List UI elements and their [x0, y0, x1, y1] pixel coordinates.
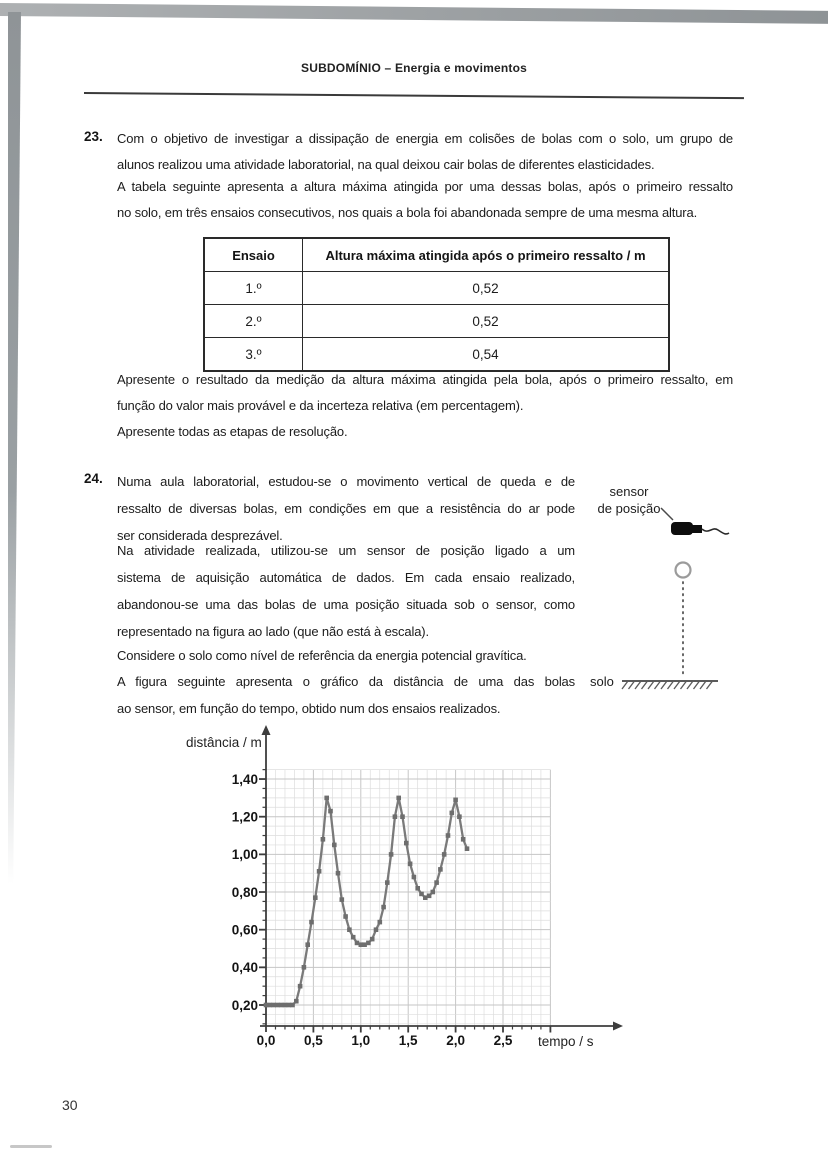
ground-hatch	[622, 681, 718, 689]
apparatus-figure	[575, 470, 760, 698]
data-point-marker	[313, 895, 318, 900]
table-cell: 0,52	[303, 272, 670, 305]
ball-icon	[676, 563, 691, 578]
text-line: A tabela seguinte apresenta a altura máxima atingida por uma dessas bolas, após o primeiro ressalto	[117, 179, 733, 194]
text-line: Numa aula laboratorial, estudou-se o movimento vertical de queda e de	[117, 474, 575, 489]
text-line: ressalto de diversas bolas, em condições em que a resistência do ar pode	[117, 501, 575, 516]
text-line: Apresente o resultado da medição da altura máxima atingida pela bola, após o primeiro ressalto, em	[117, 372, 733, 387]
question-24-number: 24.	[84, 471, 103, 486]
y-tick-label: 1,20	[231, 809, 258, 825]
data-point-marker	[305, 942, 310, 947]
data-point-marker	[340, 897, 345, 902]
data-point-marker	[374, 927, 379, 932]
table-cell: 1.º	[204, 272, 303, 305]
data-point-marker	[332, 843, 337, 848]
x-axis-title: tempo / s	[538, 1034, 594, 1049]
data-point-marker	[393, 814, 398, 819]
q24-paragraph-4	[117, 668, 575, 722]
data-point-marker	[294, 999, 299, 1004]
text-line: ser considerada desprezável.	[117, 528, 283, 543]
x-tick-label: 2,5	[493, 1033, 513, 1048]
data-point-marker	[370, 937, 375, 942]
data-point-marker	[457, 814, 462, 819]
scan-left-edge	[8, 12, 21, 884]
text-line: no solo, em três ensaios consecutivos, nos quais a bola foi abandonada sempre de uma mesma altura.	[117, 205, 698, 220]
x-tick-label: 1,5	[398, 1033, 418, 1048]
text-line: representado na figura ao lado (que não está à escala).	[117, 624, 429, 639]
x-tick-label: 0,5	[304, 1033, 323, 1048]
data-point-marker	[453, 798, 458, 803]
results-table	[203, 237, 670, 372]
data-point-marker	[317, 869, 322, 874]
text-line: alunos realizou uma atividade laboratorial, na qual deixou cair bolas de diferentes elasticidades.	[117, 157, 655, 172]
q23-paragraph-2	[117, 174, 733, 226]
data-point-marker	[408, 862, 413, 867]
text-line: sistema de aquisição automática de dados. Em cada ensaio realizado,	[117, 570, 575, 585]
data-point-marker	[302, 965, 307, 970]
data-point-marker	[378, 920, 383, 925]
table-row	[204, 338, 669, 372]
x-tick-label: 2,0	[446, 1033, 465, 1048]
text-line: ao sensor, em função do tempo, obtido num dos ensaios realizados.	[117, 701, 501, 716]
data-point-marker	[461, 837, 466, 842]
table-row	[204, 305, 669, 338]
sensor-label-line2: de posição	[597, 501, 661, 516]
header-rule	[84, 92, 744, 99]
position-sensor-icon	[671, 522, 729, 535]
table-cell: 0,52	[303, 305, 670, 338]
text-line: Considere o solo como nível de referência da energia potencial gravítica.	[117, 648, 527, 663]
q24-paragraph-2	[117, 537, 575, 645]
data-point-marker	[298, 984, 303, 989]
scan-top-bar	[0, 3, 828, 24]
x-tick-label: 0,0	[256, 1033, 276, 1048]
y-tick-label: 0,20	[231, 997, 258, 1013]
x-tick-label: 1,0	[351, 1033, 371, 1048]
table-header-cell: Ensaio	[204, 238, 303, 272]
text-line: abandonou-se uma das bolas de uma posição situada sob o sensor, como	[117, 597, 575, 612]
y-tick-label: 1,00	[231, 847, 258, 863]
y-tick-label: 0,60	[231, 922, 258, 938]
x-axis-arrow	[613, 1022, 623, 1031]
table-body	[204, 272, 669, 372]
y-axis-arrow	[262, 725, 271, 735]
data-point-marker	[431, 890, 436, 895]
data-point-marker	[328, 809, 333, 814]
data-point-marker	[324, 796, 329, 801]
data-point-marker	[438, 867, 443, 872]
data-point-marker	[442, 852, 447, 857]
text-line: Na atividade realizada, utilizou-se um sensor de posição ligado a um	[117, 543, 575, 558]
table-header-row	[204, 238, 669, 272]
page-header-title: SUBDOMÍNIO – Energia e movimentos	[301, 61, 527, 75]
data-point-marker	[343, 914, 348, 919]
q24-paragraph-3	[117, 642, 575, 669]
question-23-number: 23.	[84, 129, 103, 144]
data-point-marker	[400, 814, 405, 819]
sensor-label-line1: sensor	[609, 484, 649, 499]
data-point-marker	[465, 846, 470, 851]
table-row	[204, 272, 669, 305]
y-axis-title: distância / m	[186, 735, 262, 750]
y-tick-label: 0,80	[231, 884, 258, 900]
ground-label: solo	[590, 674, 614, 689]
distance-time-chart	[170, 722, 640, 1070]
data-point-marker	[389, 852, 394, 857]
page-number: 30	[62, 1097, 78, 1113]
y-tick-label: 1,40	[231, 771, 258, 787]
scan-bottom-mark	[10, 1145, 52, 1148]
data-point-marker	[321, 837, 326, 842]
data-point-marker	[412, 875, 417, 880]
text-line: A figura seguinte apresenta o gráfico da distância de uma das bolas	[117, 674, 575, 689]
data-point-marker	[351, 935, 356, 940]
data-point-marker	[336, 871, 341, 876]
text-line: Com o objetivo de investigar a dissipação de energia em colisões de bolas com o solo, um grupo de	[117, 131, 733, 146]
text-line: função do valor mais provável e da incerteza relativa (em percentagem).	[117, 398, 524, 413]
data-point-marker	[415, 886, 420, 891]
table-header-cell: Altura máxima atingida após o primeiro ressalto / m	[303, 238, 670, 272]
q23-paragraph-4	[117, 419, 733, 445]
q23-paragraph-1	[117, 126, 733, 178]
q23-paragraph-3	[117, 367, 733, 419]
data-point-marker	[381, 905, 386, 910]
table-cell: 2.º	[204, 305, 303, 338]
y-tick-label: 0,40	[231, 960, 258, 976]
sensor-pointer-line	[661, 508, 673, 520]
data-point-marker	[404, 841, 409, 846]
text-line: Apresente todas as etapas de resolução.	[117, 424, 348, 439]
data-point-marker	[385, 880, 390, 885]
data-point-marker	[446, 833, 451, 838]
data-point-marker	[396, 796, 401, 801]
data-point-marker	[450, 811, 455, 816]
table-cell: 0,54	[303, 338, 670, 372]
data-point-marker	[347, 927, 352, 932]
data-point-marker	[309, 920, 314, 925]
table-cell: 3.º	[204, 338, 303, 372]
data-point-marker	[434, 880, 439, 885]
